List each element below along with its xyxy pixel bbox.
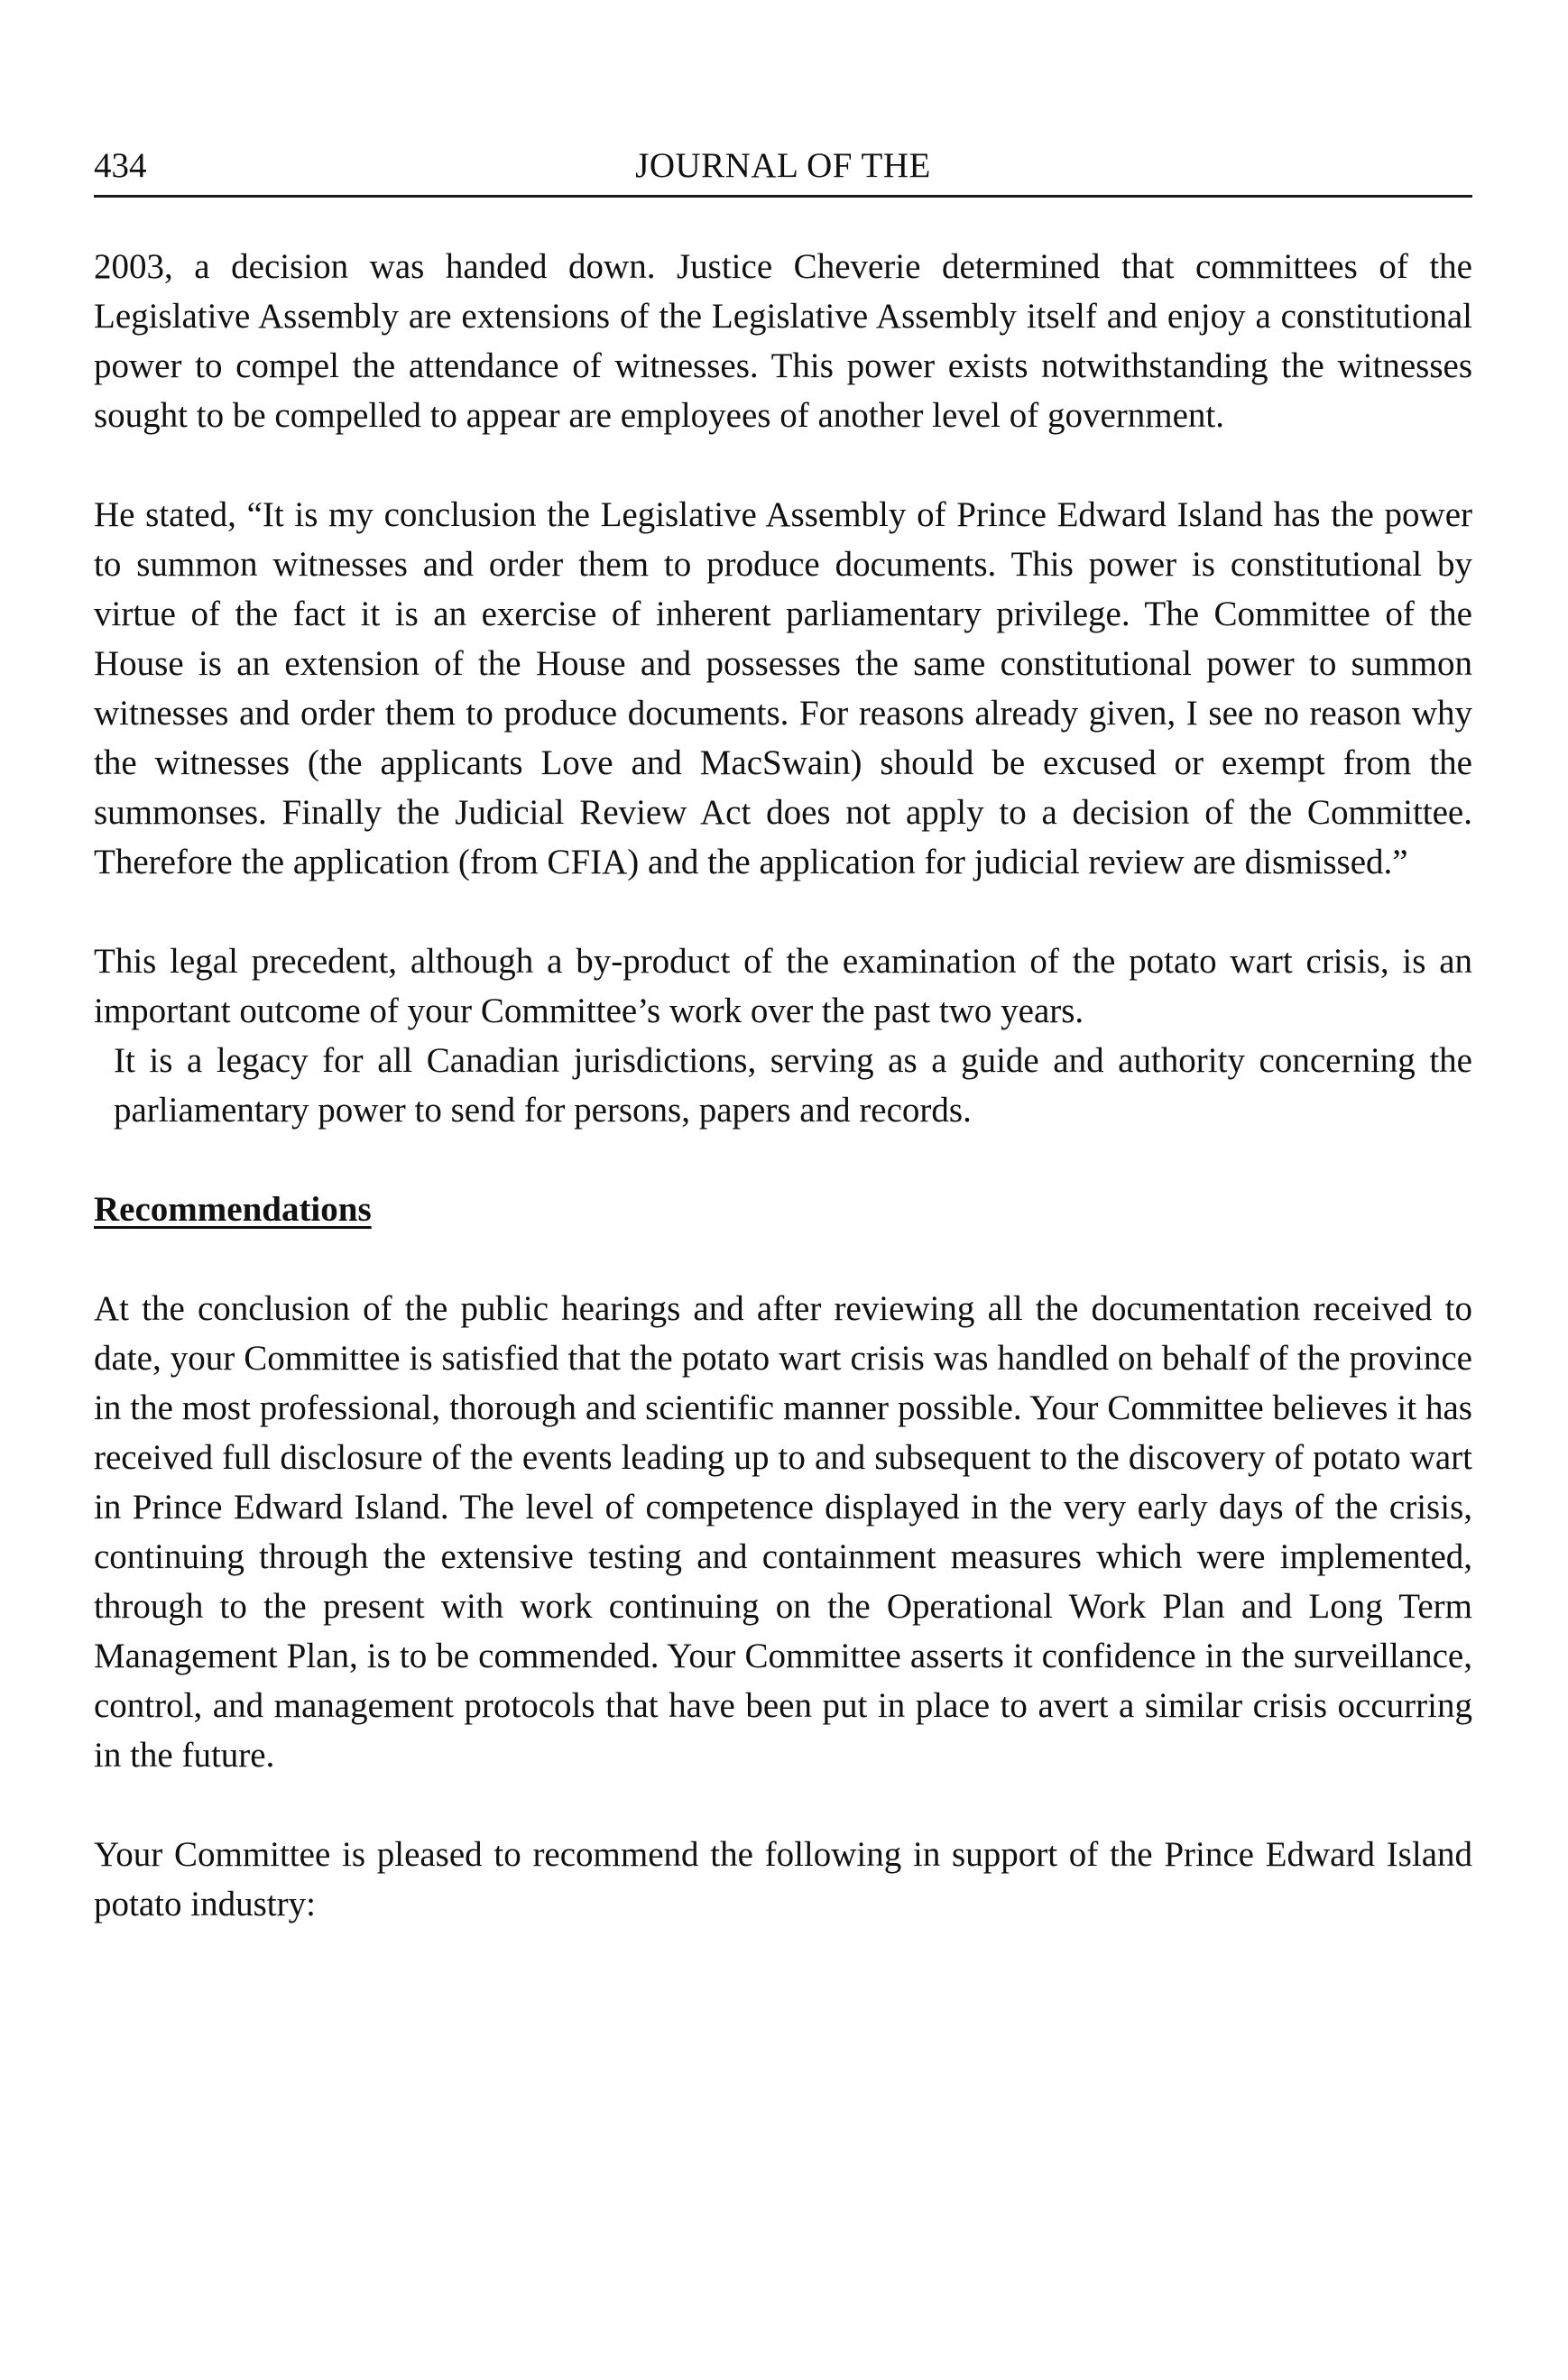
paragraph-legal-precedent-part-2: It is a legacy for all Canadian jurisdictions, serving as a guide and authority concerning the parliamentary power to send for persons, papers and records. — [114, 1041, 1472, 1130]
paragraph-recommendation-intro: Your Committee is pleased to recommend the following in support of the Prince Edward Island potato industry: — [94, 1835, 1472, 1923]
section-heading-recommendations: Recommendations — [94, 1190, 372, 1229]
journal-title: JOURNAL OF THE — [635, 146, 931, 185]
paragraph-legal-precedent-part-1: This legal precedent, although a by-product of the examination of the potato wart crisis, is an important outcome of your Committee’s work over the past two years. — [94, 942, 1472, 1030]
paragraph-justice-quote: He stated, “It is my conclusion the Legislative Assembly of Prince Edward Island has the power to summon witnesses and order them to produce documents. This power is constitutional by virtue of the fact it is an exercise of inherent parliamentary privilege. The Committee of the House is an extension of the House and possesses the same constitutional power to summon witnesses and order them to produce documents. For reasons already given, I see no reason why the witnesses (the applicants Love and MacSwain) should be excused or exempt from the summonses. Finally the Judicial Review Act does not apply to a decision of the Committee. Therefore the application (from CFIA) and the application for judicial review are dismissed.” — [94, 495, 1472, 881]
paragraph-committee-findings: At the conclusion of the public hearings and after reviewing all the documentation received to date, your Committee is satisfied that the potato wart crisis was handled on behalf of the province in the most professional, thorough and scientific manner possible. Your Committee believes it has received full disclosure of the events leading up to and subsequent to the discovery of potato wart in Prince Edward Island. The level of competence displayed in the very early days of the crisis, continuing through the extensive testing and containment measures which were implemented, through to the present with work continuing on the Operational Work Plan and Long Term Management Plan, is to be commended. Your Committee asserts it confidence in the surveillance, control, and management protocols that have been put in place to avert a similar crisis occurring in the future. — [94, 1289, 1472, 1775]
running-header — [94, 141, 1472, 198]
page-number: 434 — [94, 146, 147, 185]
paragraph-decision-summary: 2003, a decision was handed down. Justice Cheverie determined that committees of the Legislative Assembly are extensions of the Legislative Assembly itself and enjoy a constitutional power to compel the attendance of witnesses. This power exists notwithstanding the witnesses sought to be compelled to appear are employees of another level of government. — [94, 247, 1472, 435]
page-body — [94, 242, 1472, 1929]
paragraph-legal-precedent — [94, 936, 1472, 1135]
